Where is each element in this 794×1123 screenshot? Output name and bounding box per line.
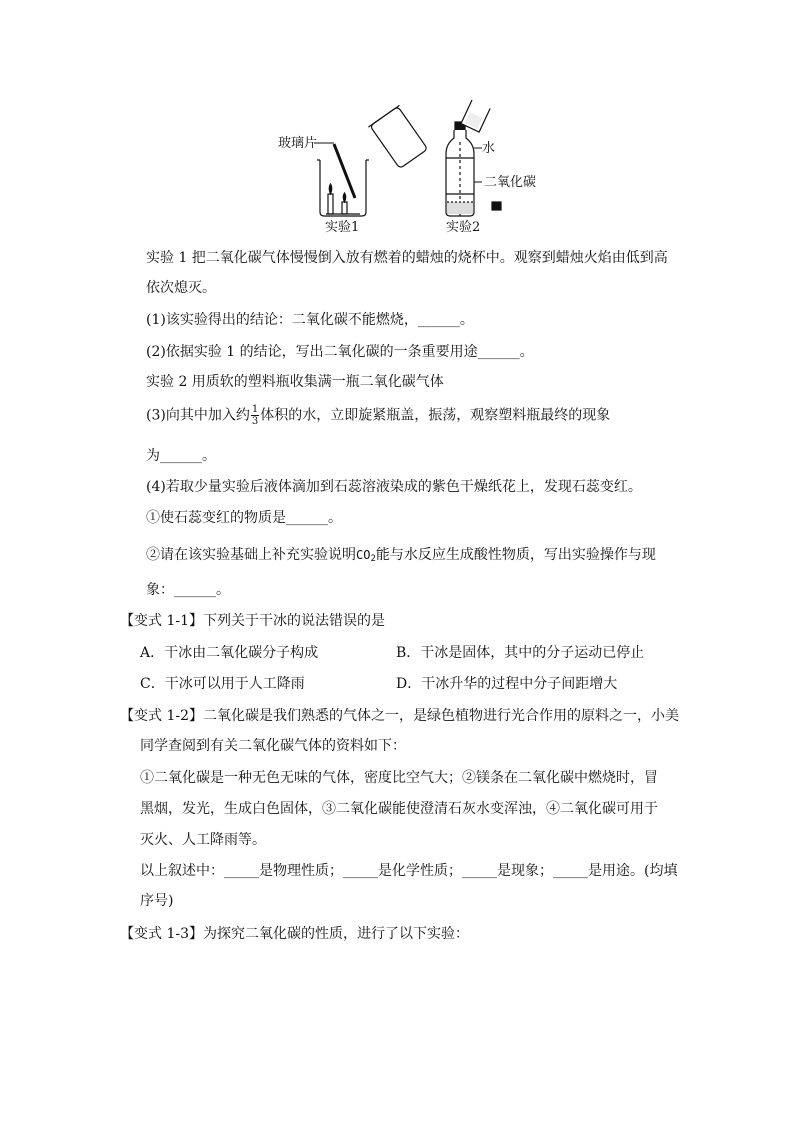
variant-1-1-title: 【变式 1-1】下列关于干冰的说法错误的是 <box>120 613 385 629</box>
beaker-setup <box>314 105 429 216</box>
option-d: D．干冰升华的过程中分子间距增大 <box>396 676 618 692</box>
question-3-line2: 为______。 <box>146 448 216 464</box>
question-4-2-line2: 象：______。 <box>146 582 230 598</box>
apparatus-diagram <box>270 98 560 238</box>
caption-exp1: 实验1 <box>325 220 360 235</box>
option-a: A．干冰由二氧化碳分子构成 <box>140 645 319 661</box>
co2-formula: $CO_2$ <box>356 548 376 564</box>
question-3 <box>146 404 610 427</box>
q3-suffix: 体积的水，立即旋紧瓶盖，振荡，观察塑料瓶最终的现象 <box>260 407 611 424</box>
exp1-line2: 依次熄灭。 <box>146 280 216 296</box>
q4-2-prefix: ②请在该实验基础上补充实验说明 <box>146 547 356 563</box>
variant-1-2-line2: 同学查阅到有关二氧化碳气体的资料如下： <box>140 738 406 754</box>
variant-1-2-line5: 灭火、人工降雨等。 <box>140 832 266 848</box>
one-third-fraction <box>251 404 259 427</box>
experiment-figure <box>270 98 560 238</box>
option-b: B．干冰是固体，其中的分子运动已停止 <box>396 645 645 661</box>
exp2-intro: 实验 2 用质软的塑料瓶收集满一瓶二氧化碳气体 <box>146 374 444 390</box>
q3-prefix: (3)向其中加入约 <box>146 407 250 424</box>
caption-exp2: 实验2 <box>446 220 481 235</box>
fraction-denominator: 3 <box>251 416 259 427</box>
variant-1-2-line3: ①二氧化碳是一种无色无味的气体，密度比空气大；②镁条在二氧化碳中燃烧时，冒 <box>140 770 658 786</box>
exp1-line1: 实验 1 把二氧化碳气体慢慢倒入放有燃着的蜡烛的烧杯中。观察到蜡烛火焰由低到高 <box>146 250 668 266</box>
variant-1-3-title: 【变式 1-3】为探究二氧化碳的性质，进行了以下实验： <box>120 926 469 942</box>
bottle-setup <box>446 100 501 216</box>
option-c: C．干冰可以用于人工降雨 <box>140 676 305 692</box>
fraction-numerator: 1 <box>251 404 259 415</box>
glass-label: 玻璃片 <box>278 136 318 151</box>
variant-1-2-line1: 【变式 1-2】二氧化碳是我们熟悉的气体之一，是绿色植物进行光合作用的原料之一，小美 <box>120 708 679 724</box>
question-1: (1)该实验得出的结论：二氧化碳不能燃烧，______。 <box>146 312 474 328</box>
question-4-1: ①使石蕊变红的物质是______。 <box>146 510 342 526</box>
question-2: (2)依据实验 1 的结论，写出二氧化碳的一条重要用途______。 <box>146 344 534 360</box>
variant-1-2-line6: 以上叙述中：_____是物理性质；_____是化学性质；_____是现象；_____是用途。(均填 <box>140 863 678 879</box>
question-4: (4)若取少量实验后液体滴加到石蕊溶液染成的紫色干燥纸花上，发现石蕊变红。 <box>146 479 642 495</box>
q4-2-suffix: 能与水反应生成酸性物质，写出实验操作与现 <box>375 547 656 563</box>
variant-1-2-line4: 黑烟，发光，生成白色固体，③二氧化碳能使澄清石灰水变浑浊，④二氧化碳可用于 <box>140 801 658 817</box>
question-4-2 <box>146 545 656 569</box>
variant-1-2-line7: 序号) <box>140 893 174 909</box>
co2-label: 二氧化碳 <box>484 175 537 190</box>
water-label: 水 <box>482 141 496 156</box>
